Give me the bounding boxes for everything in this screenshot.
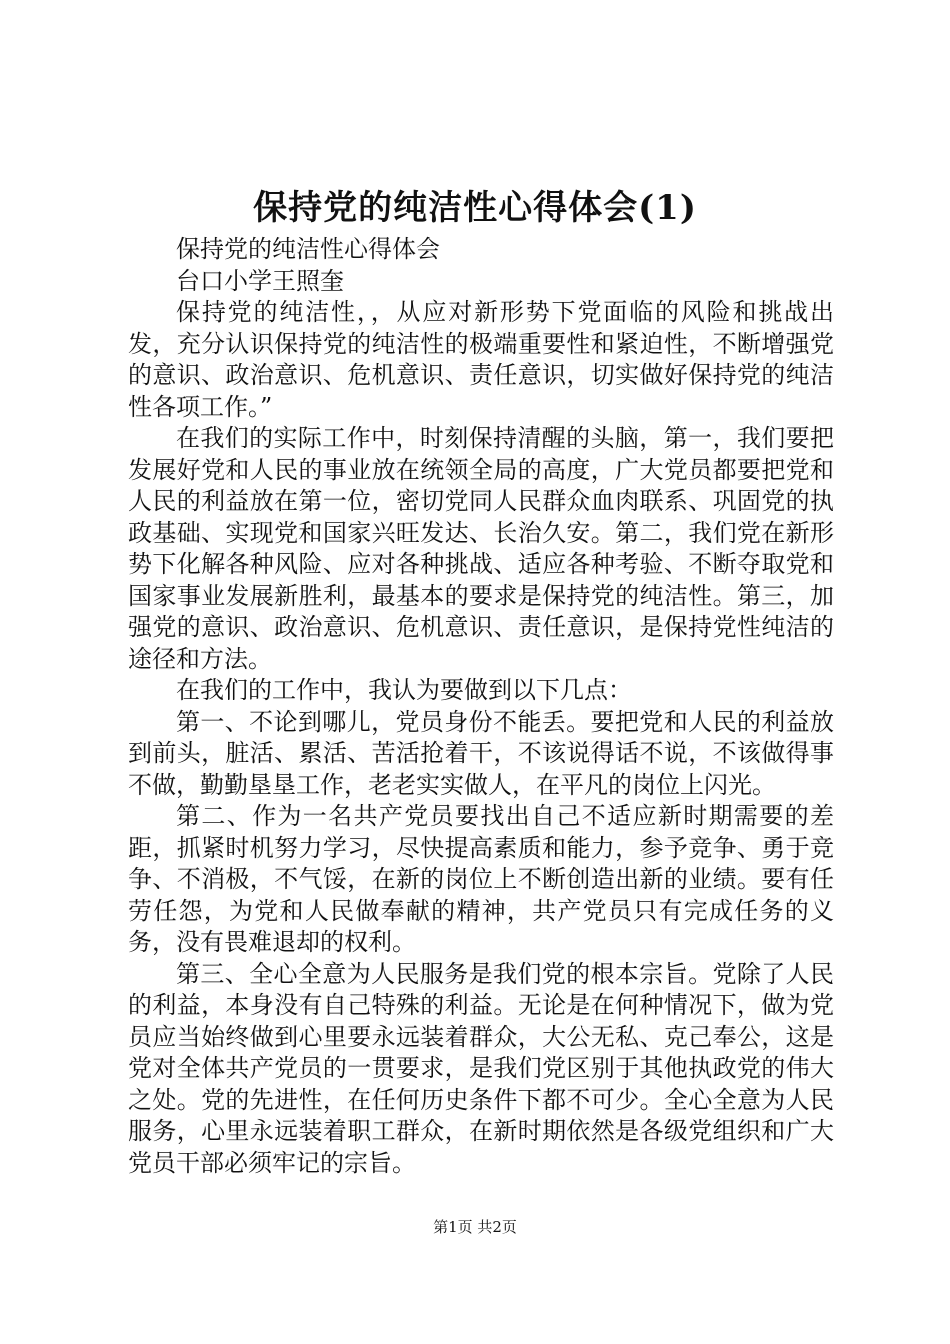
paragraph: 第三、全心全意为人民服务是我们党的根本宗旨。党除了人民的利益，本身没有自己特殊的利益。无论是在何种情况下，做为党员应当始终做到心里要永远装着群众，大公无私、克己奉公，这是党对全体共产党员的一贯要求，是我们党区别于其他执政党的伟大之处。党的先进性，在任何历史条件下都不可少。全心全意为人民服务，心里永远装着职工群众，在新时期依然是各级党组织和广大党员干部必须牢记的宗旨。	[128, 959, 834, 1177]
paragraph: 保持党的纯洁性，，从应对新形势下党面临的风险和挑战出发，充分认识保持党的纯洁性的极端重要性和紧迫性，不断增强党的意识、政治意识、危机意识、责任意识，切实做好保持党的纯洁性各项工作。”	[128, 298, 834, 421]
document-body	[128, 234, 834, 1179]
document-title: 保持党的纯洁性心得体会(1)	[253, 188, 697, 228]
page-footer: 第1页 共2页	[433, 1218, 517, 1236]
paragraph-author: 台口小学王照奎	[176, 266, 344, 295]
paragraph-subtitle: 保持党的纯洁性心得体会	[176, 235, 440, 263]
paragraph: 在我们的实际工作中，时刻保持清醒的头脑，第一，我们要把发展好党和人民的事业放在统领全局的高度，广大党员都要把党和人民的利益放在第一位，密切党同人民群众血肉联系、巩固党的执政基础、实现党和国家兴旺发达、长治久安。第二，我们党在新形势下化解各种风险、应对各种挑战、适应各种考验、不断夺取党和国家事业发展新胜利，最基本的要求是保持党的纯洁性。第三，加强党的意识、政治意识、危机意识、责任意识，是保持党性纯洁的途径和方法。	[128, 424, 834, 673]
paragraph: 第一、不论到哪儿，党员身份不能丢。要把党和人民的利益放到前头，脏活、累活、苦活抢着干，不该说得话不说，不该做得事不做，勤勤垦垦工作，老老实实做人，在平凡的岗位上闪光。	[128, 707, 834, 799]
paragraph: 在我们的工作中，我认为要做到以下几点：	[176, 676, 632, 704]
paragraph: 第二、作为一名共产党员要找出自己不适应新时期需要的差距，抓紧时机努力学习，尽快提高素质和能力，参予竞争、勇于竞争、不消极，不气馁，在新的岗位上不断创造出新的业绩。要有任劳任怨，为党和人民做奉献的精神，共产党员只有完成任务的义务，没有畏难退却的权利。	[128, 802, 834, 956]
